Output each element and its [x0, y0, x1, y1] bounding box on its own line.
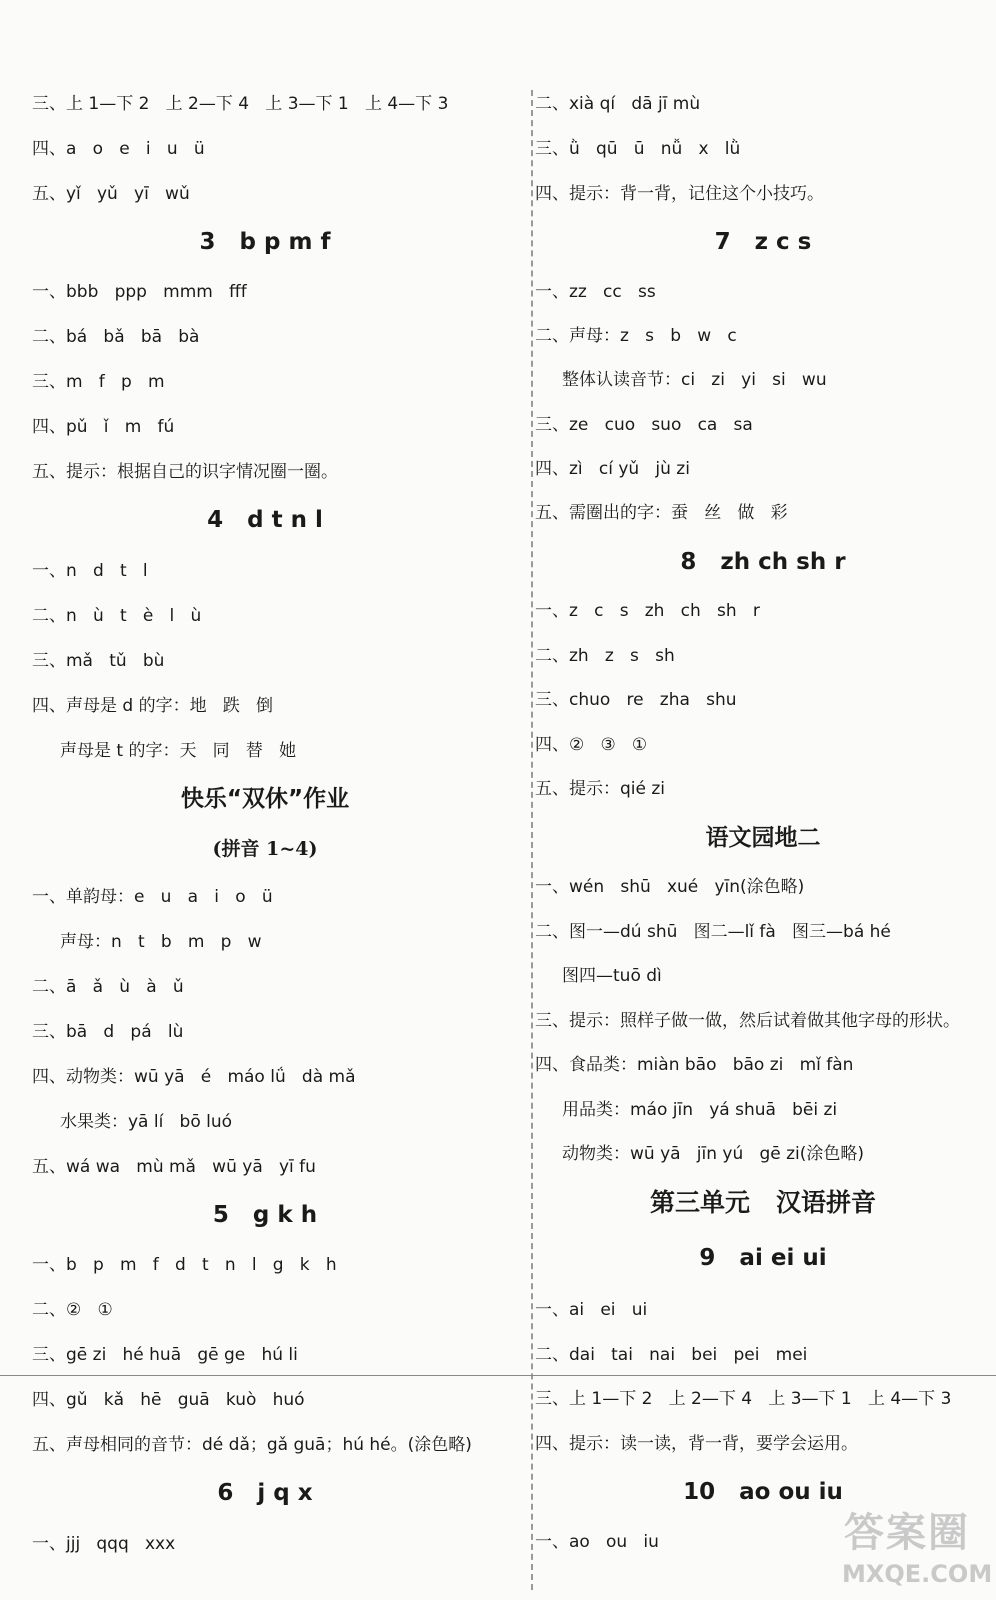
section-heading: 5 g k h: [212, 1202, 318, 1228]
answer-line: 四、a o e i u ü: [32, 139, 205, 159]
watermark: [838, 1504, 993, 1594]
section-heading: 8 zh ch sh r: [680, 549, 846, 575]
answer-line: 四、食品类：miàn bāo bāo zi mǐ fàn: [535, 1055, 854, 1075]
unit-heading: 第三单元 汉语拼音: [649, 1188, 877, 1217]
answer-line: 整体认读音节：ci zi yi si wu: [562, 370, 827, 390]
section-heading: 9 ai ei ui: [699, 1245, 827, 1271]
answer-line: 四、动物类：wū yā é máo lǘ dà mǎ: [32, 1067, 356, 1087]
section-heading: 6 j q x: [217, 1480, 313, 1506]
answer-line: 三、提示：照样子做一做，然后试着做其他字母的形状。: [535, 1011, 960, 1031]
answer-line: 二、② ①: [32, 1300, 113, 1320]
section-heading: 4 d t n l: [207, 507, 323, 533]
answer-line: 五、wá wa mù mǎ wū yā yī fu: [32, 1157, 316, 1177]
section-heading: 10 ao ou iu: [683, 1479, 843, 1505]
answer-line: 三、mǎ tǔ bù: [32, 651, 165, 671]
answer-line: 五、声母相同的音节：dé dǎ；gǎ guā；hú hé。(涂色略): [32, 1435, 472, 1455]
answer-line: 五、提示：qié zi: [535, 779, 666, 799]
answer-line: 三、上 1—下 2 上 2—下 4 上 3—下 1 上 4—下 3: [535, 1389, 952, 1409]
answer-line: 图四—tuō dì: [562, 966, 662, 986]
answer-line: 三、ze cuo suo ca sa: [535, 415, 753, 435]
answer-line: 一、b p m f d t n l g k h: [32, 1255, 337, 1275]
answer-line: 声母：n t b m p w: [60, 932, 262, 952]
answer-line: 三、m f p m: [32, 372, 165, 392]
answer-line: 二、图一—dú shū 图二—lǐ fà 图三—bá hé: [535, 922, 891, 942]
section-heading: 语文园地二: [705, 825, 821, 851]
answer-line: 四、zì cí yǔ jù zi: [535, 459, 690, 479]
answer-line: 二、zh z s sh: [535, 646, 675, 666]
answer-line: 四、gǔ kǎ hē guā kuò huó: [32, 1390, 305, 1410]
answer-line: 水果类：yā lí bō luó: [60, 1112, 233, 1132]
answer-line: 一、bbb ppp mmm fff: [32, 282, 247, 302]
answer-line: 三、ǜ qū ū nǚ x lǜ: [535, 139, 741, 159]
answer-line: 五、需圈出的字：蚕 丝 做 彩: [535, 503, 788, 523]
watermark-text: MXQE.COM: [842, 1560, 993, 1588]
answer-line: 四、pǔ ǐ m fú: [32, 417, 175, 437]
answer-line: 二、n ù t è l ù: [32, 606, 202, 626]
answer-line: 二、bá bǎ bā bà: [32, 327, 200, 347]
answer-line: 三、chuo re zha shu: [535, 690, 737, 710]
section-heading: 快乐“双休”作业: [180, 786, 350, 812]
answer-line: 四、② ③ ①: [535, 735, 648, 755]
section-heading: 3 b p m f: [199, 229, 331, 255]
answer-line: 二、dai tai nai bei pei mei: [535, 1345, 808, 1365]
answer-line: 四、提示：背一背，记住这个小技巧。: [535, 184, 824, 204]
answer-line: 五、yǐ yǔ yī wǔ: [32, 184, 190, 204]
answer-line: 一、z c s zh ch sh r: [535, 601, 760, 621]
scan-line: [0, 1375, 996, 1376]
answer-line: 用品类：máo jīn yá shuā bēi zi: [562, 1100, 838, 1120]
answer-line: 四、提示：读一读，背一背，要学会运用。: [535, 1434, 858, 1454]
answer-line: 一、n d t l: [32, 561, 148, 581]
answer-line: 三、gē zi hé huā gē ge hú li: [32, 1345, 298, 1365]
section-heading: 7 z c s: [714, 229, 812, 255]
answer-line: 一、zz cc ss: [535, 282, 656, 302]
answer-line: 三、上 1—下 2 上 2—下 4 上 3—下 1 上 4—下 3: [32, 94, 449, 114]
answer-line: 声母是 t 的字：天 同 替 她: [60, 741, 297, 761]
answer-line: 二、ā ǎ ù à ǔ: [32, 977, 184, 997]
answer-line: 一、ao ou iu: [535, 1532, 659, 1552]
answer-line: 三、bā d pá lù: [32, 1022, 184, 1042]
answer-line: 一、jjj qqq xxx: [32, 1534, 176, 1554]
answer-line: 二、xià qí dā jī mù: [535, 94, 701, 114]
answer-line: 一、wén shū xué yīn(涂色略): [535, 877, 805, 897]
answer-line: 动物类：wū yā jīn yú gē zi(涂色略): [562, 1144, 865, 1164]
answer-line: 五、提示：根据自己的识字情况圈一圈。: [32, 462, 338, 482]
answer-line: 二、声母：z s b w c: [535, 326, 737, 346]
answer-line: 一、单韵母：e u a i o ü: [32, 887, 273, 907]
watermark-logo: 答案圈: [844, 1510, 970, 1556]
section-subheading: (拼音 1~4): [212, 838, 318, 860]
answer-line: 四、声母是 d 的字：地 跌 倒: [32, 696, 274, 716]
answer-line: 一、ai ei ui: [535, 1300, 648, 1320]
